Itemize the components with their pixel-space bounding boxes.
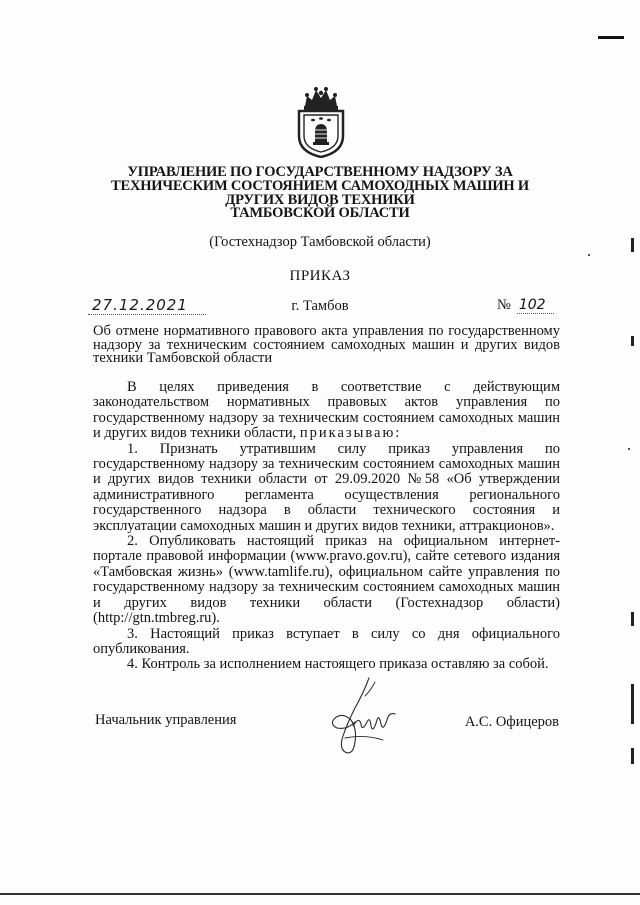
order-date: 27.12.2021 [88,296,206,315]
order-number: 102 [517,297,554,314]
agency-short-name: (Гостехнадзор Тамбовской области) [209,234,431,250]
scan-mark [628,448,630,450]
signer-position: Начальник управления [95,712,237,728]
preamble-text: В целях приведения в соответствие с действующим законодательством нормативных правовых актов управления по государственному надзору за техническим состоянием самоходных машин и других видов техники области, [93,379,560,442]
document-type: ПРИКАЗ [289,268,351,284]
agency-title-line: ТЕХНИЧЕСКИМ СОСТОЯНИЕМ САМОХОДНЫХ МАШИН И [111,177,529,194]
scan-mark [631,684,634,724]
scan-mark [631,748,634,764]
scan-mark [631,336,634,346]
preamble [93,380,560,442]
order-number-block [497,297,554,314]
agency-title-line: ТАМБОВСКОЙ ОБЛАСТИ [230,205,410,222]
agency-title-line: УПРАВЛЕНИЕ ПО ГОСУДАРСТВЕННОМУ НАДЗОРУ ЗА [127,164,513,180]
order-city: г. Тамбов [291,298,349,314]
scan-mark [631,612,634,626]
scan-mark [0,893,640,895]
scan-mark [631,238,634,252]
order-item: 4. Контроль за исполнением настоящего приказа оставляю за собой. [127,656,549,673]
order-number-label: № [497,297,511,313]
order-subject: Об отмене нормативного правового акта управления по государственному надзору за техническим состоянием самоходных машин и других видов техники Тамбовской области [93,323,560,366]
handwritten-signature-icon [325,676,405,760]
order-body [93,380,560,673]
agency-title-line: ДРУГИХ ВИДОВ ТЕХНИКИ [225,191,415,208]
order-item: 1. Признать утратившим силу приказ управления по государственному надзору за техническим состоянием самоходных машин и других видов техники области от 29.09.2020 №58 «Об утверждении административного регламента осуществления регионального государственного надзора в области технического состояния и эксплуатации самоходных машин и других видов техники, аттракционов». [93,440,560,534]
agency-title [110,166,530,221]
order-item: 2. Опубликовать настоящий приказ на официальном интернет-портале правовой информации (www.pravo.gov.ru), сайте сетевого издания «Тамбовская жизнь» (www.tamlife.ru), официальном сайте управления по государственному надзору за техническим состоянием самоходных машин и других видов техники области (Гостехнадзор области) (http://gtn.tmbreg.ru). [93,533,560,627]
signer-name: А.С. Офицеров [464,714,559,730]
order-word: приказываю: [299,425,402,442]
scan-mark [588,254,590,256]
scan-mark [598,36,624,39]
order-item: 3. Настоящий приказ вступает в силу со дня официального опубликования. [93,625,560,657]
coat-of-arms-icon [295,84,347,158]
